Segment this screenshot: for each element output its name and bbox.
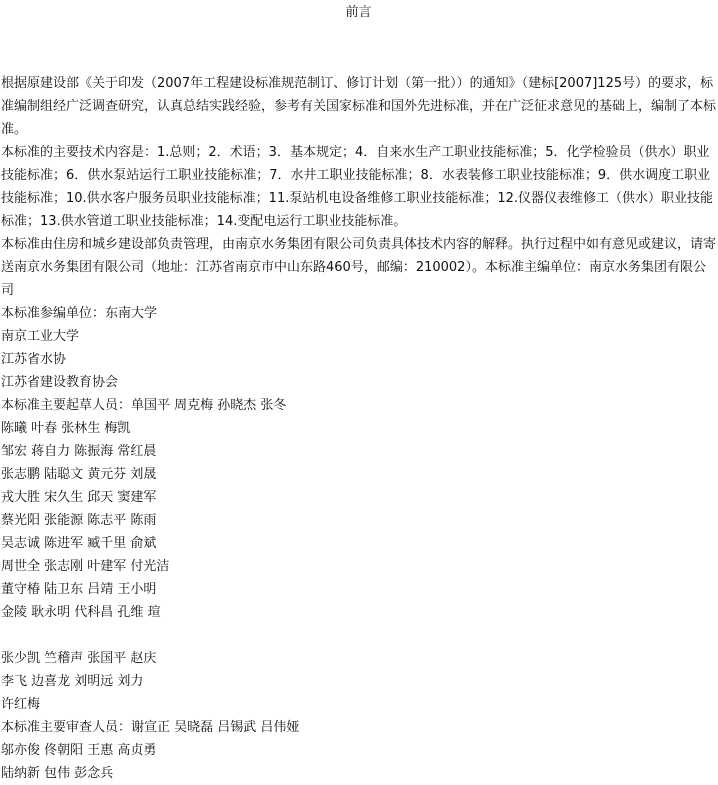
drafter-line: 蔡光阳 张能源 陈志平 陈雨 [1,513,157,528]
reviewer-line: 邬亦俊 佟朝阳 王惠 高贞勇 [1,743,157,758]
page-title: 前言 [345,5,372,20]
drafter-line: 邹宏 蒋自力 陈振海 常红晨 [1,444,157,459]
reviewer-line: 陆纳新 包伟 彭念兵 [1,766,114,781]
drafter-line: 周世全 张志刚 叶建军 付光洁 [1,559,170,574]
drafter-line: 吴志诚 陈进军 臧千里 俞斌 [1,536,157,551]
participating-unit-line: 本标准参编单位：东南大学 [1,306,158,321]
drafter-line: 陈曦 叶春 张林生 梅凯 [1,421,131,436]
blank-line [1,624,716,647]
drafter-line: 李飞 边喜龙 刘明远 刘力 [1,674,144,689]
reviewer-line: 本标准主要审查人员：谢宣正 吴晓磊 吕锡武 吕伟娅 [1,720,300,735]
drafter-line: 张志鹏 陆聪文 黄元芬 刘晟 [1,467,157,482]
drafter-line: 金陵 耿永明 代科昌 孔维 瑄 [1,605,161,620]
drafter-line: 戎大胜 宋久生 邱天 窦建军 [1,490,157,505]
technical-content-paragraph: 本标准的主要技术内容是：1.总则；2．术语；3．基本规定；4．自来水生产工职业技能标准；5．化学检验员（供水）职业技能标准；6．供水泵站运行工职业技能标准；7．水井工职业技能标准；8．水表装修工职业技能标准；9．供水调度工职业技能标准；10.供水客户服务员职业技能标准；11.泵站机电设备维修工职业技能标准；12.仪器仪表维修工（供水）职业技能标准；13.供水管道工职业技能标准；14.变配电运行工职业技能标准。 [1,145,714,229]
management-paragraph: 本标准由住房和城乡建设部负责管理，由南京水务集团有限公司负责具体技术内容的解释。执行过程中如有意见或建议，请寄送南京水务集团有限公司（地址：江苏省南京市中山东路460号，邮编：210002）。本标准主编单位：南京水务集团有限公司 [1,237,717,298]
participating-unit-line: 南京工业大学 [1,329,80,344]
intro-paragraph: 根据原建设部《关于印发（2007年工程建设标准规范制订、修订计划（第一批））的通知》（建标[2007]125号）的要求，标准编制组经广泛调查研究，认真总结实践经验，参考有关国家标准和国外先进标准，并在广泛征求意见的基础上，编制了本标准。 [1,76,717,137]
participating-unit-line: 江苏省水协 [1,352,67,367]
drafter-line: 许红梅 [1,697,41,712]
participating-unit-line: 江苏省建设教育协会 [1,375,119,390]
drafter-line: 本标准主要起草人员：单国平 周克梅 孙晓杰 张冬 [1,398,287,413]
drafter-line: 董守椿 陆卫东 吕靖 王小明 [1,582,157,597]
drafter-line: 张少凯 竺稽声 张国平 赵庆 [1,651,157,666]
